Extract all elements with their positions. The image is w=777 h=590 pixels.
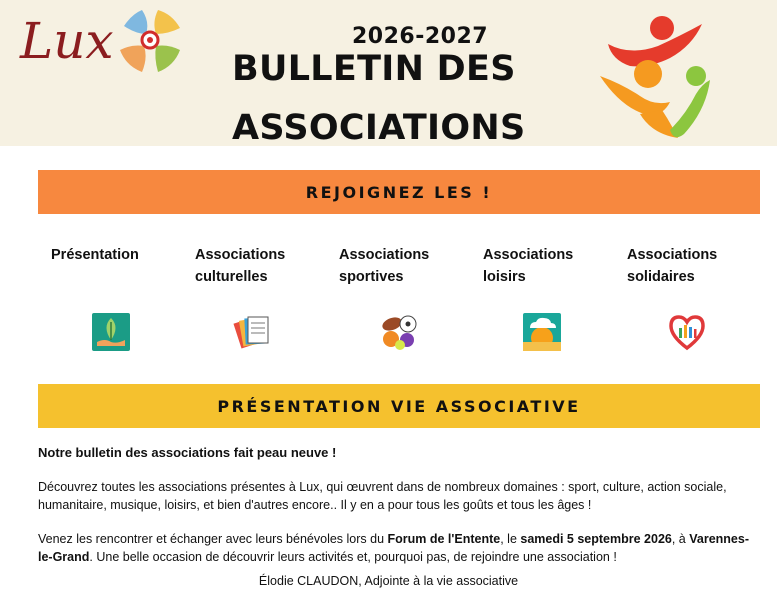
title-line-1: BULLETIN DES	[232, 49, 516, 89]
bulletin-year: 2026-2027	[352, 24, 489, 49]
nav-item-loisirs[interactable]	[483, 244, 613, 288]
forum-name: Forum de l'Entente	[387, 532, 501, 546]
title-line-2: ASSOCIATIONS	[232, 108, 526, 148]
heart-people-icon[interactable]	[667, 312, 707, 352]
nav-label-culturelles-2[interactable]: culturelles	[195, 269, 268, 285]
forum-date: samedi 5 septembre 2026	[520, 532, 672, 546]
nav-label-culturelles-1[interactable]: Associations	[195, 247, 286, 263]
nav-item-sportives[interactable]	[339, 244, 469, 288]
nav-item-culturelles[interactable]	[195, 244, 325, 288]
nav-label-loisirs-2[interactable]: loisirs	[483, 269, 526, 285]
nav-label-loisirs-1[interactable]: Associations	[483, 247, 574, 263]
lux-logo-text: Lux	[20, 12, 114, 70]
join-banner[interactable]: REJOIGNEZ LES !	[38, 170, 760, 214]
nav-item-solidaires[interactable]	[627, 244, 757, 288]
nav-label-sportives-1[interactable]: Associations	[339, 247, 430, 263]
nav-label-solidaires-1[interactable]: Associations	[627, 247, 718, 263]
sun-cloud-icon[interactable]	[522, 312, 562, 352]
page-title	[232, 40, 532, 158]
lux-logo[interactable]	[18, 6, 190, 82]
forum-place: Varennes-le-Grand	[38, 532, 749, 564]
nav-item-presentation[interactable]	[51, 244, 181, 266]
nav-label-sportives-2[interactable]: sportives	[339, 269, 404, 285]
presentation-text	[38, 444, 760, 566]
presentation-banner: PRÉSENTATION VIE ASSOCIATIVE	[38, 384, 760, 428]
forum-text-g: . Une belle occasion de découvrir leurs activités et, pourquoi pas, de rejoindre une association !	[89, 550, 617, 564]
page-header	[0, 0, 777, 146]
lead-text: Notre bulletin des associations fait peau neuve !	[38, 445, 337, 460]
nav-label-presentation[interactable]: Présentation	[51, 247, 139, 263]
people-logo	[600, 10, 712, 142]
nav-label-solidaires-2[interactable]: solidaires	[627, 269, 695, 285]
books-icon[interactable]	[233, 312, 273, 352]
hand-leaf-icon[interactable]	[91, 312, 131, 352]
forum-text-e: , à	[671, 532, 690, 546]
forum-text-a: Venez les rencontrer et échanger avec leurs bénévoles lors du	[38, 532, 388, 546]
signature: Élodie CLAUDON, Adjointe à la vie associative	[258, 574, 519, 588]
forum-text-c: , le	[500, 532, 521, 546]
association-nav	[0, 244, 777, 364]
sports-balls-icon[interactable]	[379, 312, 419, 352]
paragraph-discover: Découvrez toutes les associations présentes à Lux, qui œuvrent dans de nombreux domaines : sport, culture, action sociale, humanitaire, musique, loisirs, et bien d'autres encore.. Il y en a pour tous les goûts et tous les âges !	[38, 480, 727, 512]
paragraph-forum	[38, 530, 760, 566]
